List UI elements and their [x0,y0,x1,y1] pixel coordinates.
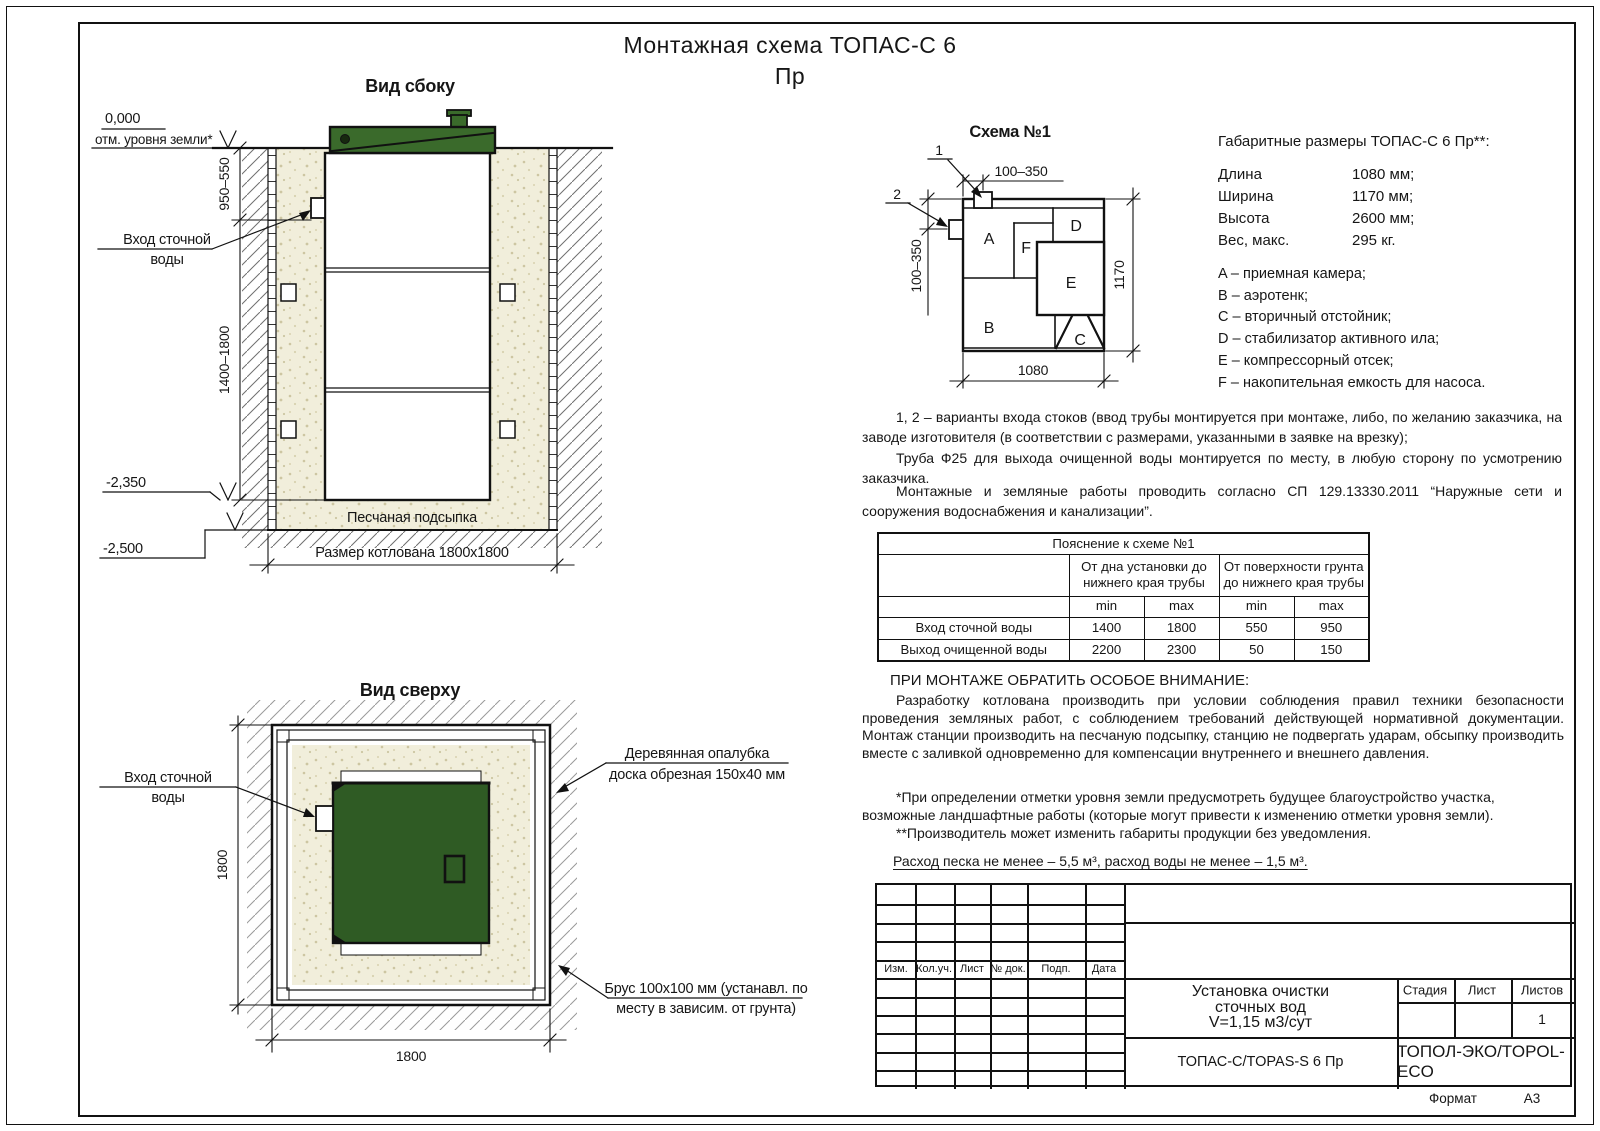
rev-header-data: Дата [1091,963,1117,975]
title-block-line [1085,885,1087,1089]
inlet-stub-top [316,806,333,831]
spec-value: 295 кг. [1352,232,1396,249]
title-block-line [1397,1002,1574,1004]
compartment-legend [1218,264,1548,394]
rev-header-koluch: Кол.уч. [915,963,953,975]
spec-row [1218,188,1498,210]
table-cell: 950 [1294,617,1369,639]
schema-dim-top: 100–350 [994,163,1048,179]
consumption-note: Расход песка не менее – 5,5 м³, расход воды не менее – 1,5 м³. [893,853,1308,869]
rev-header-podp: Подп. [1041,963,1071,975]
title-block-line [877,923,1124,925]
dim-1800-bottom: 1800 [395,1048,427,1064]
table-cell: 2200 [1069,639,1144,661]
footnote-ground-level: *При определении отметки уровня земли предусмотреть будущее благоустройство участка, возможные ландшафтные работы (которые могут привести к изменению отметки уровня земли). [862,789,1495,823]
inlet-label-side-2: воды [150,252,184,268]
title-block-line [877,960,1124,962]
table-group1-header: От дна установки до нижнего края трубы [1069,554,1219,596]
compartment-d: D [1070,218,1082,235]
title-block-line [1454,978,1456,1037]
schema-callout-1 [928,159,982,198]
callout-1-label: 1 [935,142,943,158]
spec-value: 1080 мм; [1352,166,1415,183]
inlet-label-side-1: Вход сточной [123,232,211,248]
legend-item: F – накопительная емкость для насоса. [1218,374,1486,391]
format-value: А3 [1523,1091,1541,1106]
spec-value: 2600 мм; [1352,210,1415,227]
title-block-line [877,941,1124,943]
formwork-board-left [268,148,276,530]
title-block-line [915,885,917,1089]
lid-edge-strip-bottom [341,943,481,955]
compartment-a: A [983,231,995,248]
spec-label: Высота [1218,210,1270,227]
table-cell: 1400 [1069,617,1144,639]
document-name-line3: V=1,15 м3/сут [1208,1014,1313,1032]
rev-header-ndok: № док. [990,963,1026,975]
spec-label: Длина [1218,166,1262,183]
title-block-line [954,885,956,1089]
dim-950-550: 950–550 [216,157,232,211]
top-view [100,680,808,1064]
table-empty-cell [878,554,1069,596]
title-block-line [990,885,992,1089]
table-max-header: max [1294,596,1369,617]
tank-body [325,153,490,500]
ground-level-label: отм. уровня земли* [95,132,213,147]
format-label: Формат [1429,1091,1477,1106]
sand-bed-label: Песчаная подсыпка [346,510,478,526]
inlet-label-top-1: Вход сточной [124,770,212,786]
legend-item: B – аэротенк; [1218,287,1308,304]
spec-label: Вес, макс. [1218,232,1290,249]
table-cell: 2300 [1144,639,1219,661]
spec-label: Ширина [1218,188,1274,205]
legend-item: A – приемная камера; [1218,266,1366,282]
schema-dim-bottom: 1080 [1017,362,1049,378]
formwork-board-right [549,148,557,530]
compartment-b: B [983,320,995,337]
inlet-label-top-2: воды [151,790,185,806]
document-name [1124,978,1397,1037]
table-max-header: max [1144,596,1219,617]
formwork-label-2: доска обрезная 150х40 мм [608,767,786,783]
sheets-header: Листов [1520,982,1564,998]
compartment-c: C [1074,332,1086,349]
table-empty-cell [878,596,1069,617]
table-row-label: Вход сточной воды [878,617,1069,639]
company-name: ТОПОЛ-ЭКО/TOPOL-ECO [1397,1042,1565,1081]
title-block-line [1124,922,1574,924]
table-cell: 1800 [1144,617,1219,639]
table-row [878,639,1369,661]
table-group2-header: От поверхности грунта до нижнего края трубы [1219,554,1369,596]
drawing-title-line1: Монтажная схема ТОПАС-С 6 [623,32,957,58]
ground-hatch-left [242,148,268,548]
formwork-label-1: Деревянная опалубка [624,746,770,762]
title-block-line [877,1070,1124,1072]
format-note [1395,1091,1572,1111]
side-view [92,76,612,573]
table-title: Пояснение к схеме №1 [878,533,1369,554]
specs-rows [1218,166,1498,254]
dim-1800-side: 1800 [214,849,230,881]
drawing-title [440,30,1140,92]
level-2500-label: -2,500 [103,541,143,557]
footnote-manufacturer: **Производитель может изменить габариты продукции без уведомления. [896,825,1372,841]
table-row [878,617,1369,639]
attention-heading: ПРИ МОНТАЖЕ ОБРАТИТЬ ОСОБОЕ ВНИМАНИЕ: [890,672,1250,689]
drawing-title-line2: Пр [774,63,806,89]
schema-dim-left: 100–350 [908,239,924,293]
lid-edge-strip-top [341,771,481,783]
table-cell: 550 [1219,617,1294,639]
spec-row [1218,210,1498,232]
schema-title: Схема №1 [969,123,1051,141]
level-2350-label: -2,350 [106,475,146,491]
schema-inlet-stub-2 [949,220,963,239]
compartment-e: E [1065,275,1077,292]
table-min-header: min [1219,596,1294,617]
spec-row [1218,166,1498,188]
lid-lock [341,135,350,144]
document-name-line2: сточных вод [1214,998,1306,1016]
tank-lid-top [333,783,489,943]
table-cell: 50 [1219,639,1294,661]
beam-label-1: Брус 100х100 мм (устанавл. по [604,981,808,997]
title-block [875,883,1572,1087]
title-block-line [877,978,1124,980]
spec-value: 1170 мм; [1352,188,1414,205]
note-inlet-variants: 1, 2 – варианты входа стоков (ввод трубы монтируется при монтаже, либо, по желанию заказчика, на заводе изготовителя (в соответствии с размерами, указанными в заявке на врезку); [862,409,1562,445]
rev-header-izm: Изм. [884,963,908,975]
beam-label-2: месту в зависим. от грунта) [616,1001,796,1017]
specs-heading: Габаритные размеры ТОПАС-С 6 Пр**: [1218,133,1490,150]
title-block-line [877,1052,1124,1054]
compartment-f: F [1021,240,1031,257]
model-designation: ТОПАС-С/TOPAS-S 6 Пр [1177,1054,1344,1070]
note-works: Монтажные и земляные работы проводить согласно СП 129.13330.2011 “Наружные сети и сооружения водоснабжения и канализации”. [862,483,1562,519]
document-name-line1: Установка очистки [1191,983,1330,1001]
legend-item: E – компрессорный отсек; [1218,352,1394,369]
rev-header-list: Лист [960,963,984,975]
legend-item: D – стабилизатор активного ила; [1218,331,1440,348]
title-block-line [877,904,1124,906]
dim-1400-1800: 1400–1800 [216,325,232,395]
table-cell: 150 [1294,639,1369,661]
schema-callout-2 [886,203,948,227]
title-block-line [1511,978,1513,1037]
sheets-count: 1 [1538,1011,1546,1027]
title-block-line [877,997,1124,999]
ground-hatch-right [557,148,602,548]
title-block-line [1027,885,1029,1089]
schema-dim-right: 1170 [1111,260,1127,290]
table-row-label: Выход очищенной воды [878,639,1069,661]
spec-row [1218,232,1498,254]
note-outlet-pipe: Труба Ф25 для выхода очищенной воды монтируется по месту, в любую сторону по усмотрению заказчика. [862,450,1562,486]
callout-2-label: 2 [893,186,901,202]
side-view-title: Вид сбоку [365,76,455,96]
stage-header: Стадия [1402,982,1448,998]
legend-item: C – вторичный отстойник; [1218,309,1392,326]
title-block-line [877,1033,1124,1035]
level-marks [92,129,268,558]
title-block-line [877,1015,1124,1017]
schema-1 [886,123,1140,388]
pit-size-label: Размер котлована 1800х1800 [315,545,509,561]
zero-mark-label: 0,000 [105,111,141,127]
inlet-stub-side [311,198,325,218]
table-min-header: min [1069,596,1144,617]
attention-body: Разработку котлована производить при условии соблюдения правил техники безопасности проведения земляных работ, с соблюдением требований действующей нормативной документации. Монтаж станции производить на песчаную подсыпку, станцию не подвергать ударам, обсыпку производить вместе с заливкой одновременно для компенсации внутреннего и внешнего давления. [862,692,1564,761]
explanation-table [877,532,1370,662]
top-view-title: Вид сверху [359,680,461,700]
sheet-header: Лист [1467,982,1497,998]
